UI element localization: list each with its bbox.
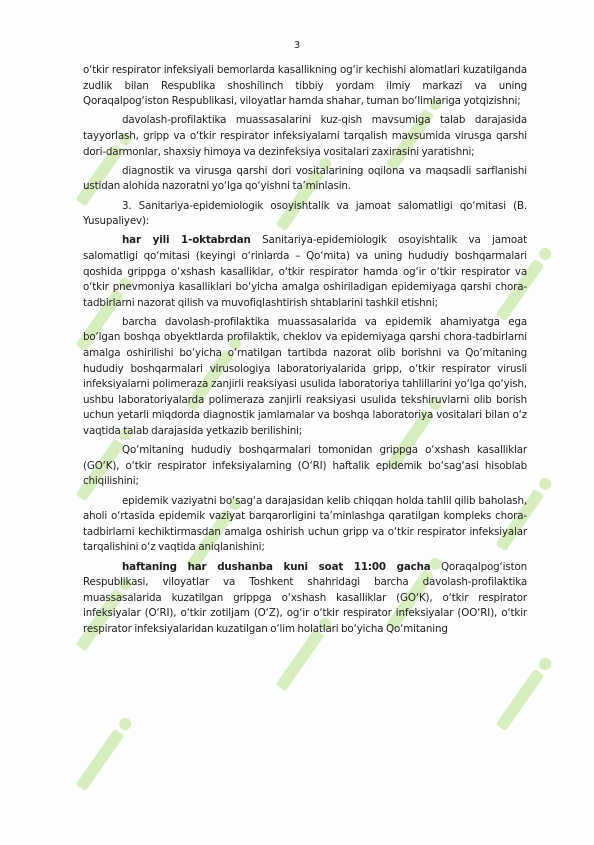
paragraph-8 [83,494,527,556]
paragraph-9 [83,560,527,638]
paragraph-2 [83,113,527,160]
paragraph-5-bold: har yili 1-oktabrdan [122,234,251,247]
paragraph-4 [83,199,527,230]
paragraph-4-text: 3. Sanitariya-epidemiologik osoyishtalik va jamoat salomatligi qo‘mitasi (B. Yusupaliyev): [83,199,527,228]
paragraph-8-text: epidemik vaziyatni bo‘sag‘a darajasidan kelib chiqqan holda tahlil qilib baholash, aholi o‘rtasida epidemik vaziyat barqarorligini ta’minlashga qaratilgan kompleks chora-tadbirlarni kechiktirmasdan amalga oshirish uchun gripp va o‘tkir respirator infeksiyalar tarqalishini o‘z vaqtida aniqlanishini; [83,494,527,554]
paragraph-6 [83,315,527,440]
paragraph-6-text: barcha davolash-profilaktika muassasalarida va epidemik ahamiyatga ega bo‘lgan boshqa obyektlarda profilaktik, cheklov va epidemiyaga qarshi chora-tadbirlarni amalga oshirilishi bo‘yicha o‘rnatilgan tartibda nazorat olib borishni va Qo‘mitaning hududiy boshqarmalari virusologiya laboratoriyalarida gripp, o‘tkir respirator virusli infeksiyalarni polimeraza zanjirli reaksiyasi usulida laboratoriya tahlillarini yo‘lga qo‘yish, ushbu laboratoriyalarda polimeraza zanjirli reaksiyasi usulida tekshiruvlarni olib borish uchun yetarli miqdorda diagnostik jamlamalar va boshqa laboratoriya vositalari bilan o‘z vaqtida talab darajasida yetkazib berilishini; [83,315,527,438]
paragraph-7-text: Qo‘mitaning hududiy boshqarmalari tomonidan grippga o‘xshash kasalliklar (GO‘K), o‘tkir respirator infeksiyalarning (O‘RI) haftalik epidemik bo‘sag‘asi hisoblab chiqilishini; [83,444,527,488]
paragraph-3 [83,164,527,195]
watermark-mark [496,656,554,732]
paragraph-2-text: davolash-profilaktika muassasalarini kuz-qish mavsumiga talab darajasida tayyorlash, gripp va o‘tkir respirator infeksiyalarni tarqalish mavsumida virusga qarshi dori-darmonlar, shaxsiy himoya va dezinfeksiya vositalari zaxirasini yaratishni; [83,114,527,158]
paragraph-7 [83,443,527,490]
paragraph-5 [83,233,527,311]
paragraph-1 [83,63,527,110]
page-number: 3 [293,40,301,51]
paragraph-9-bold: haftaning har dushanba kuni soat 11:00 gacha [122,560,431,573]
paragraph-5-text: Sanitariya-epidemiologik osoyishtalik va jamoat salomatligi qo‘mitasi (keyingi o‘rinlarda – Qo‘mita) va uning hududiy boshqarmalari qoshida grippga o‘xshash kasalliklar, o‘tkir respirator hamda og‘ir o‘tkir respirator va o‘tkir pnevmoniya kasalliklari bo‘yicha amalga oshiriladigan epidemiyaga qarshi chora-tadbirlarni nazorat qilish va muvofiqlashtirish shtablarini tashkil etishni; [83,234,528,309]
paragraph-1-text: o‘tkir respirator infeksiyali bemorlarda kasallikning og‘ir kechishi alomatlari kuzatilganda zudlik bilan Respublika shoshilinch tibbiy yordam ilmiy markazi va uning Qoraqalpog‘iston Respublikasi, viloyatlar hamda shahar, tuman bo‘limlariga yotqizishni; [83,64,527,108]
paragraph-3-text: diagnostik va virusga qarshi dori vositalarining oqilona va maqsadli sarflanishi ustidan alohida nazoratni yo‘lga qo‘yishni ta’minlasin. [83,164,527,193]
document-body [83,63,527,641]
paragraph-9-text: Qoraqalpog‘iston Respublikasi, viloyatlar va Toshkent shahridagi barcha davolash-profilaktika muassasalarida kuzatilgan grippga o‘xshash kasalliklar (GO‘K), o‘tkir respirator infeksiyalar (O‘RI), o‘tkir zotiljam (O‘Z), og‘ir o‘tkir respirator infeksiyalar (OO‘RI), o‘tkir respirator infeksiyalaridan kuzatilgan o‘lim holatlari bo‘yicha Qo‘mitaning [83,560,527,635]
watermark-mark [76,716,134,792]
